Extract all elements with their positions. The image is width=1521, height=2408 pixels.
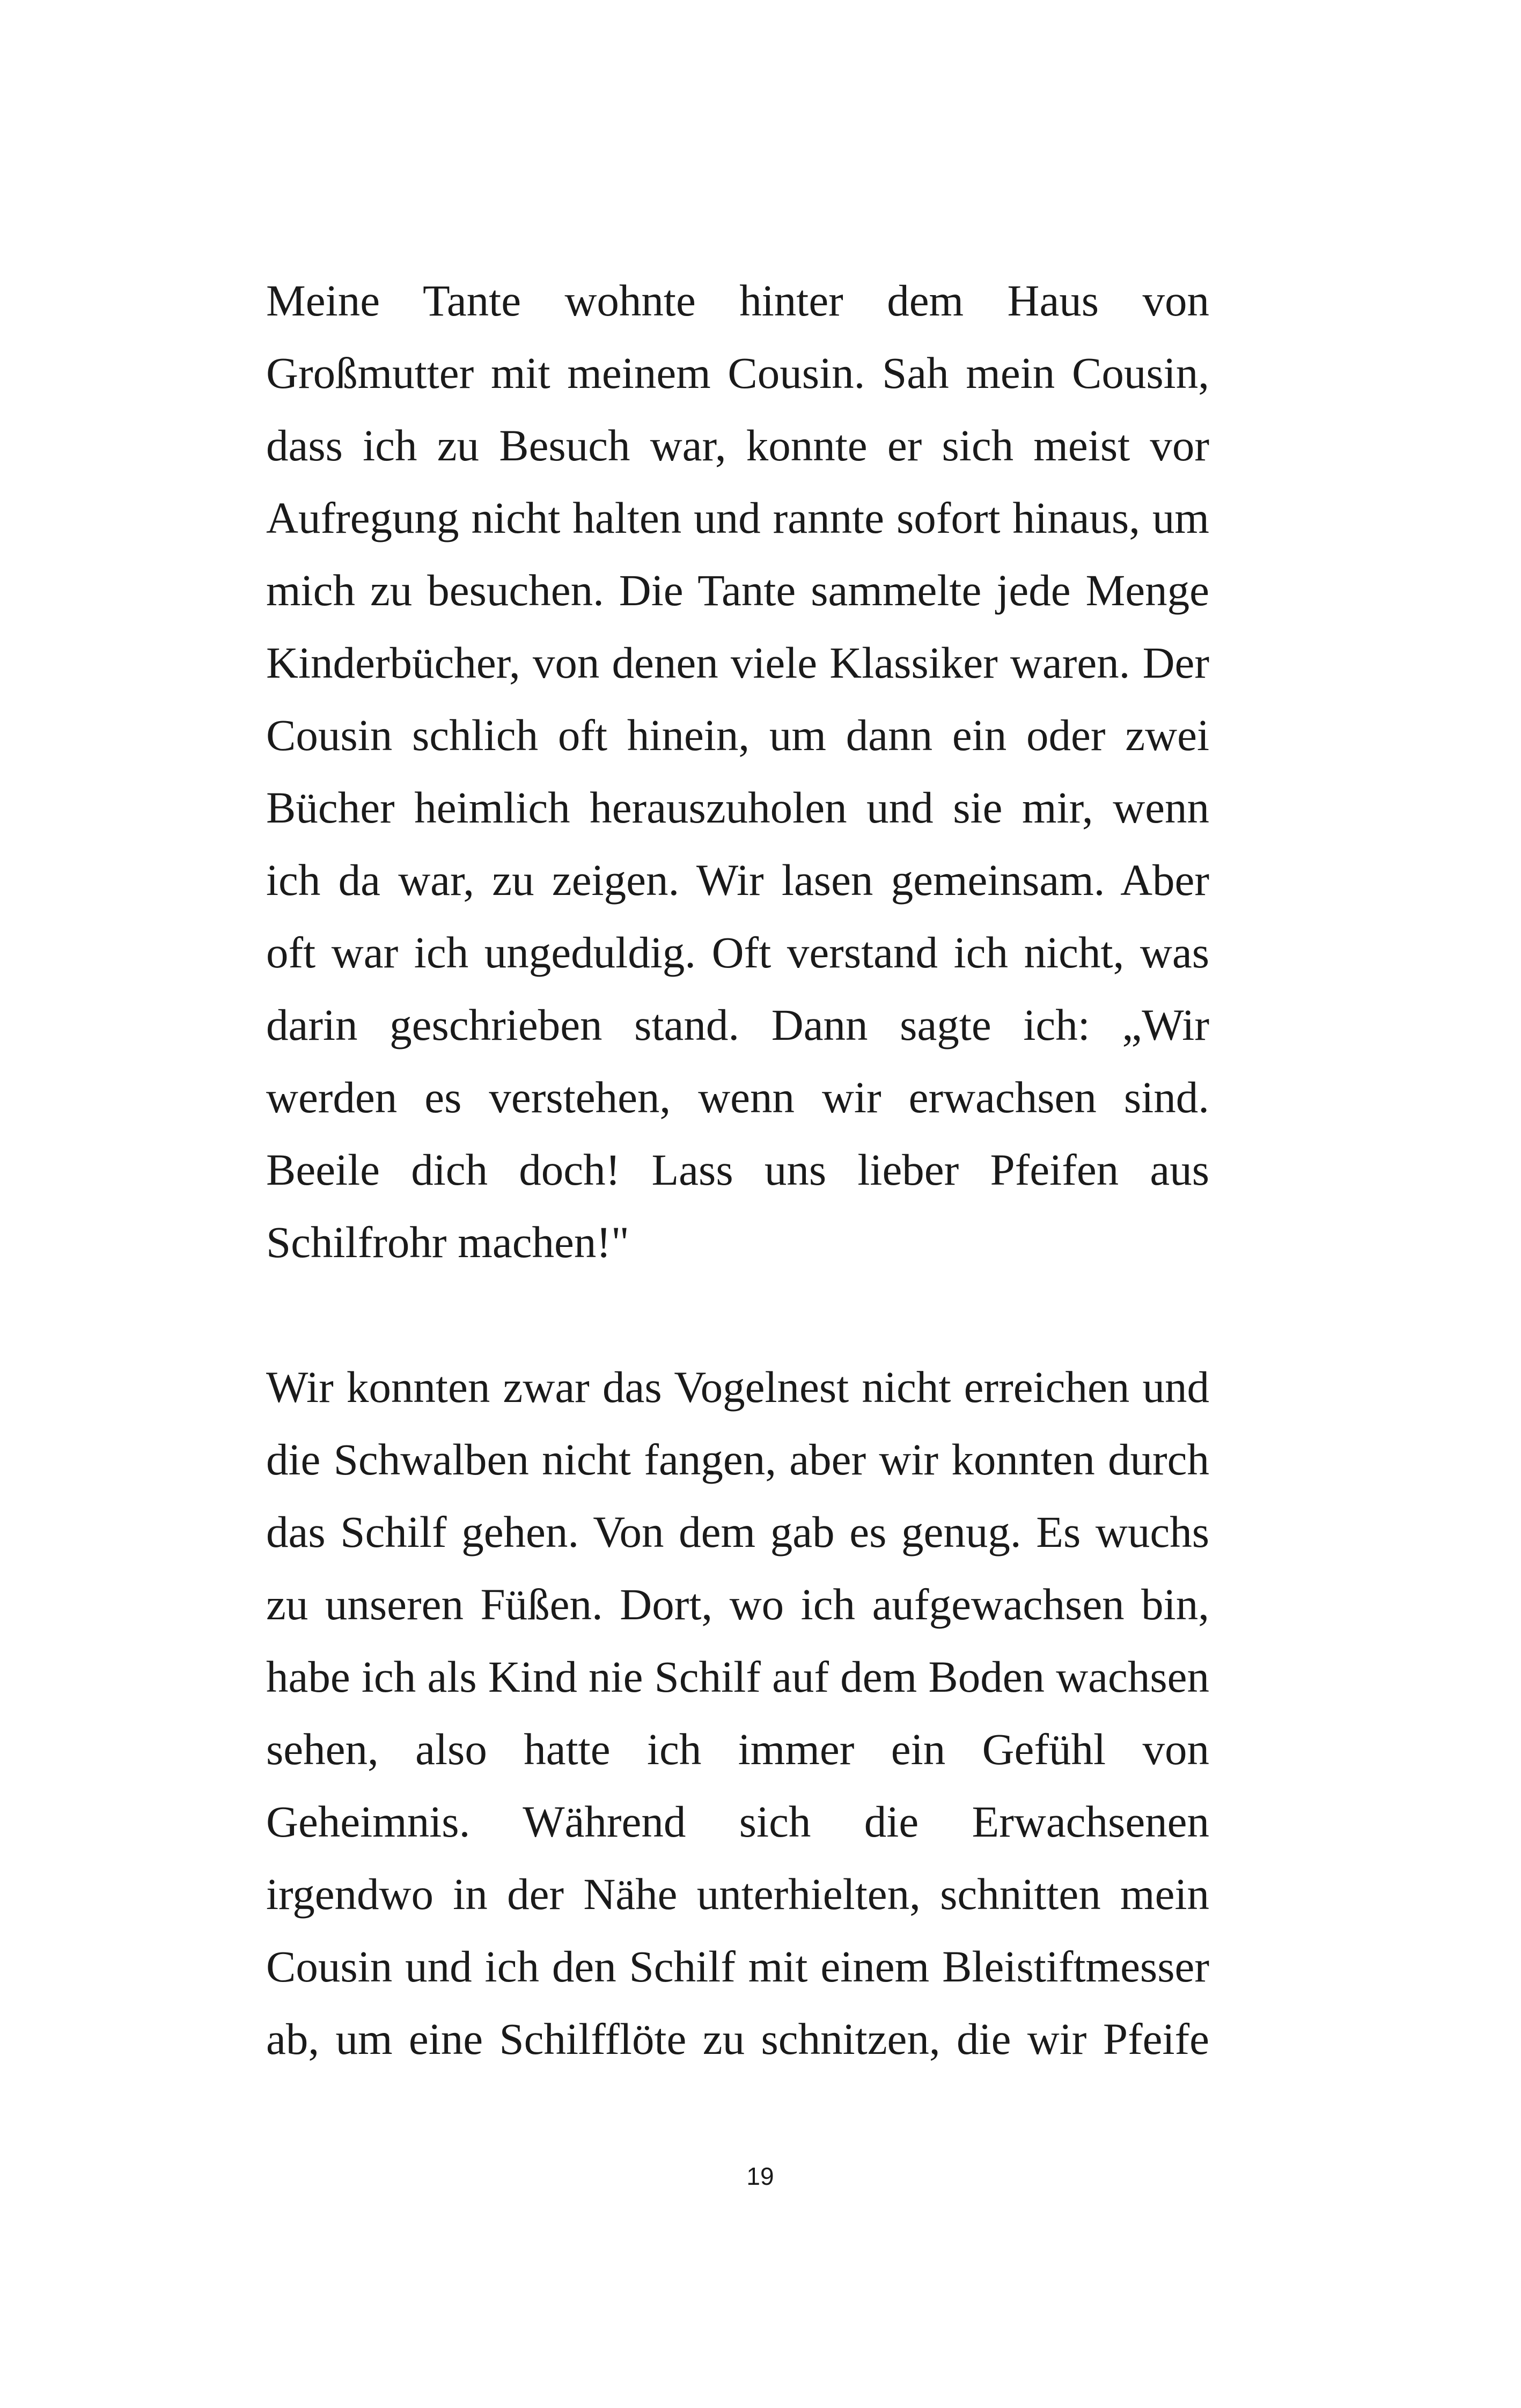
page-number: 19: [746, 2162, 774, 2190]
text-line: die Schwalben nicht fangen, aber wir konnten durch: [266, 1435, 1209, 1484]
text-line: Schilfrohr machen!": [266, 1217, 629, 1267]
text-line: zu unseren Füßen. Dort, wo ich aufgewachsen bin,: [266, 1580, 1209, 1629]
text-line: das Schilf gehen. Von dem gab es genug. Es wuchs: [266, 1507, 1209, 1557]
text-line: werden es verstehen, wenn wir erwachsen sind.: [266, 1073, 1209, 1122]
text-line: Aufregung nicht halten und rannte sofort hinaus, um: [266, 493, 1209, 542]
text-line: Kinderbücher, von denen viele Klassiker waren. Der: [266, 638, 1209, 687]
text-line: Beeile dich doch! Lass uns lieber Pfeifen aus: [266, 1145, 1209, 1194]
text-line: Cousin schlich oft hinein, um dann ein oder zwei: [266, 710, 1209, 760]
text-line: ich da war, zu zeigen. Wir lasen gemeinsam. Aber: [266, 855, 1209, 905]
text-line: irgendwo in der Nähe unterhielten, schnitten mein: [266, 1869, 1209, 1919]
text-line: Geheimnis. Während sich die Erwachsenen: [266, 1797, 1209, 1846]
text-line: Wir konnten zwar das Vogelnest nicht erreichen und: [266, 1362, 1209, 1412]
text-line: Großmutter mit meinem Cousin. Sah mein Cousin,: [266, 348, 1209, 398]
text-line: sehen, also hatte ich immer ein Gefühl von: [266, 1724, 1209, 1774]
text-line: Meine Tante wohnte hinter dem Haus von: [266, 276, 1209, 325]
text-line: Bücher heimlich herauszuholen und sie mir, wenn: [266, 783, 1209, 832]
text-line: habe ich als Kind nie Schilf auf dem Boden wachsen: [266, 1652, 1209, 1701]
text-line: oft war ich ungeduldig. Oft verstand ich nicht, was: [266, 928, 1209, 977]
text-line: darin geschrieben stand. Dann sagte ich: „Wir: [266, 1000, 1209, 1049]
text-line: dass ich zu Besuch war, konnte er sich meist vor: [266, 421, 1209, 470]
text-line: mich zu besuchen. Die Tante sammelte jede Menge: [266, 566, 1209, 615]
text-line: ab, um eine Schilfflöte zu schnitzen, die wir Pfeife: [266, 2014, 1209, 2064]
text-line: Cousin und ich den Schilf mit einem Bleistiftmesser: [266, 1942, 1209, 1991]
